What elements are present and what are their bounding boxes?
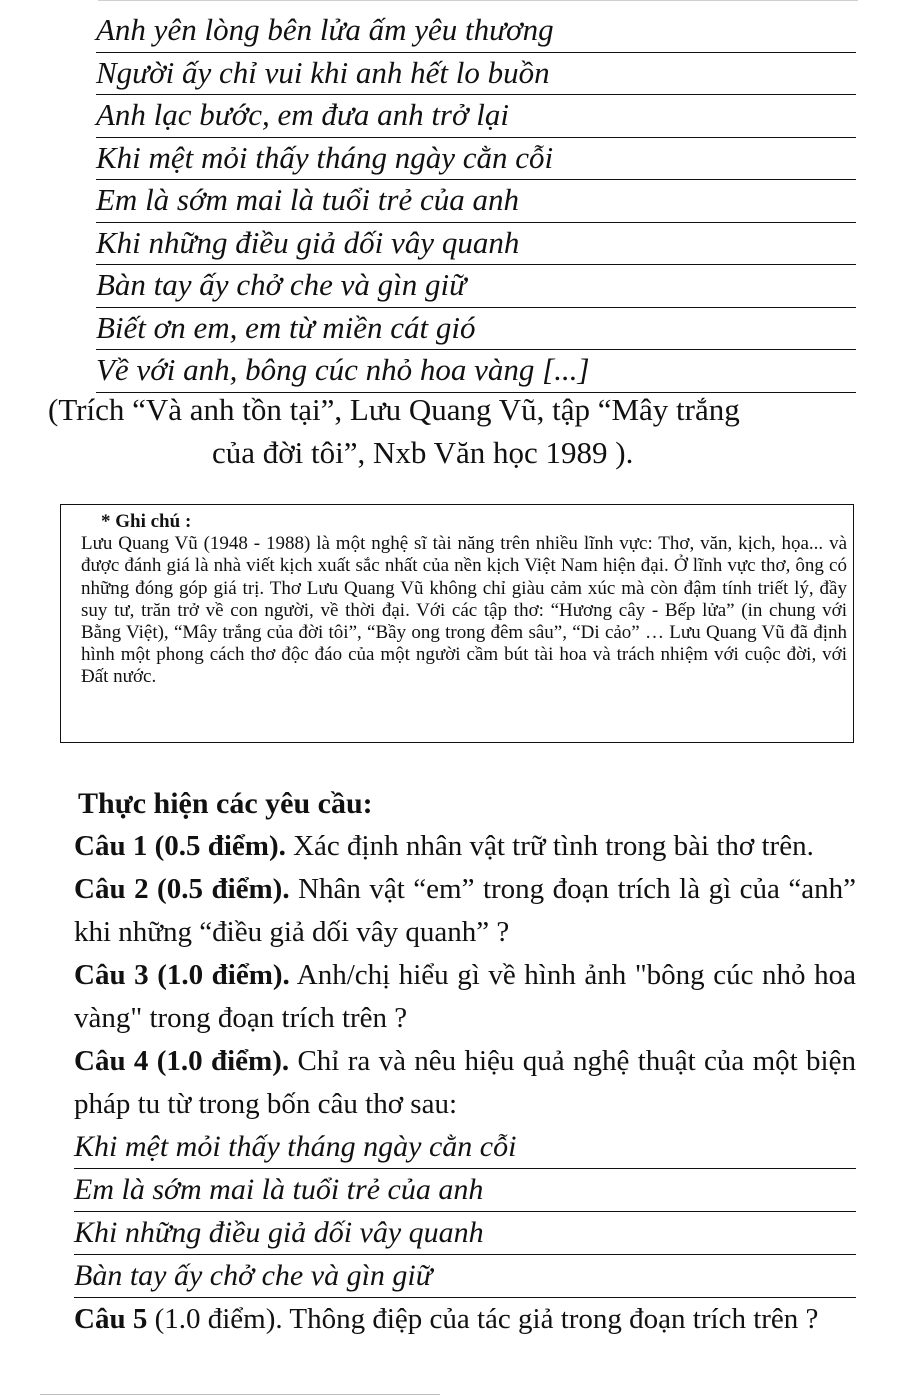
- question-4: [74, 1040, 856, 1126]
- question-1-label: Câu 1 (0.5 điểm).: [74, 830, 286, 862]
- question-4-verses: [74, 1126, 856, 1298]
- question-2-text: Nhân vật “em” trong đoạn trích là gì của “anh” khi những “điều giả dối vây quanh” ?: [74, 873, 856, 948]
- question-3-label: Câu 3 (1.0 điểm).: [74, 959, 290, 991]
- question-5-label: Câu 5: [74, 1303, 148, 1335]
- question-5-text: (1.0 điểm). Thông điệp của tác giả trong đoạn trích trên ?: [147, 1303, 819, 1335]
- bottom-divider: [40, 1394, 440, 1395]
- question-5: [74, 1298, 856, 1341]
- poem-line: Anh lạc bước, em đưa anh trở lại: [96, 95, 856, 138]
- poem-line: Khi những điều giả dối vây quanh: [96, 223, 856, 266]
- verse-line: Khi những điều giả dối vây quanh: [74, 1212, 856, 1255]
- verse-line: Khi mệt mỏi thấy tháng ngày cằn cỗi: [74, 1126, 856, 1169]
- poem-line: Người ấy chỉ vui khi anh hết lo buồn: [96, 53, 856, 96]
- poem-line: Biết ơn em, em từ miền cát gió: [96, 308, 856, 351]
- tasks-section: [74, 782, 856, 1341]
- verse-line: Bàn tay ấy chở che và gìn giữ: [74, 1255, 856, 1298]
- question-4-text: Chỉ ra và nêu hiệu quả nghệ thuật của một biện pháp tu từ trong bốn câu thơ sau:: [74, 1045, 856, 1120]
- source-citation: [40, 388, 880, 474]
- source-line-1: (Trích “Và anh tồn tại”, Lưu Quang Vũ, tập “Mây trắng: [48, 392, 740, 427]
- tasks-heading: Thực hiện các yêu cầu:: [78, 787, 373, 820]
- question-4-label: Câu 4 (1.0 điểm).: [74, 1045, 290, 1077]
- poem-line: Về với anh, bông cúc nhỏ hoa vàng [...]: [96, 350, 856, 393]
- note-box: [60, 504, 854, 743]
- note-title: * Ghi chú :: [101, 511, 192, 532]
- poem-line: Khi mệt mỏi thấy tháng ngày cằn cỗi: [96, 138, 856, 181]
- poem-excerpt: [96, 10, 856, 393]
- question-1-text: Xác định nhân vật trữ tình trong bài thơ trên.: [285, 830, 814, 862]
- verse-line: Em là sớm mai là tuổi trẻ của anh: [74, 1169, 856, 1212]
- poem-line: Em là sớm mai là tuổi trẻ của anh: [96, 180, 856, 223]
- source-line-2: của đời tôi”, Nxb Văn học 1989 ).: [212, 435, 634, 470]
- note-body: Lưu Quang Vũ (1948 - 1988) là một nghệ sĩ tài năng trên nhiều lĩnh vực: Thơ, văn, kịch, họa... và được đánh giá là nhà viết kịch xuất sắc nhất của nền kịch Việt Nam hiện đại. Ở lĩnh vực thơ, ông có những đóng góp giá trị. Thơ Lưu Quang Vũ không chỉ giàu cảm xúc mà còn đậm tính triết lý, đầy suy tư, trăn trở về con người, về thời đại. Với các tập thơ: “Hương cây - Bếp lửa” (in chung với Bằng Việt), “Mây trắng của đời tôi”, “Bầy ong trong đêm sâu”, “Di cảo” … Lưu Quang Vũ đã định hình một phong cách thơ độc đáo của một người cầm bút tài hoa và trách nhiệm với cuộc đời, với Đất nước.: [81, 533, 847, 688]
- question-2: [74, 868, 856, 954]
- question-3: [74, 954, 856, 1040]
- poem-line: Anh yên lòng bên lửa ấm yêu thương: [96, 10, 856, 53]
- top-divider: [98, 0, 858, 1]
- question-3-text: Anh/chị hiểu gì về hình ảnh "bông cúc nhỏ hoa vàng" trong đoạn trích trên ?: [74, 959, 856, 1034]
- question-1: [74, 825, 856, 868]
- question-2-label: Câu 2 (0.5 điểm).: [74, 873, 290, 905]
- poem-line: Bàn tay ấy chở che và gìn giữ: [96, 265, 856, 308]
